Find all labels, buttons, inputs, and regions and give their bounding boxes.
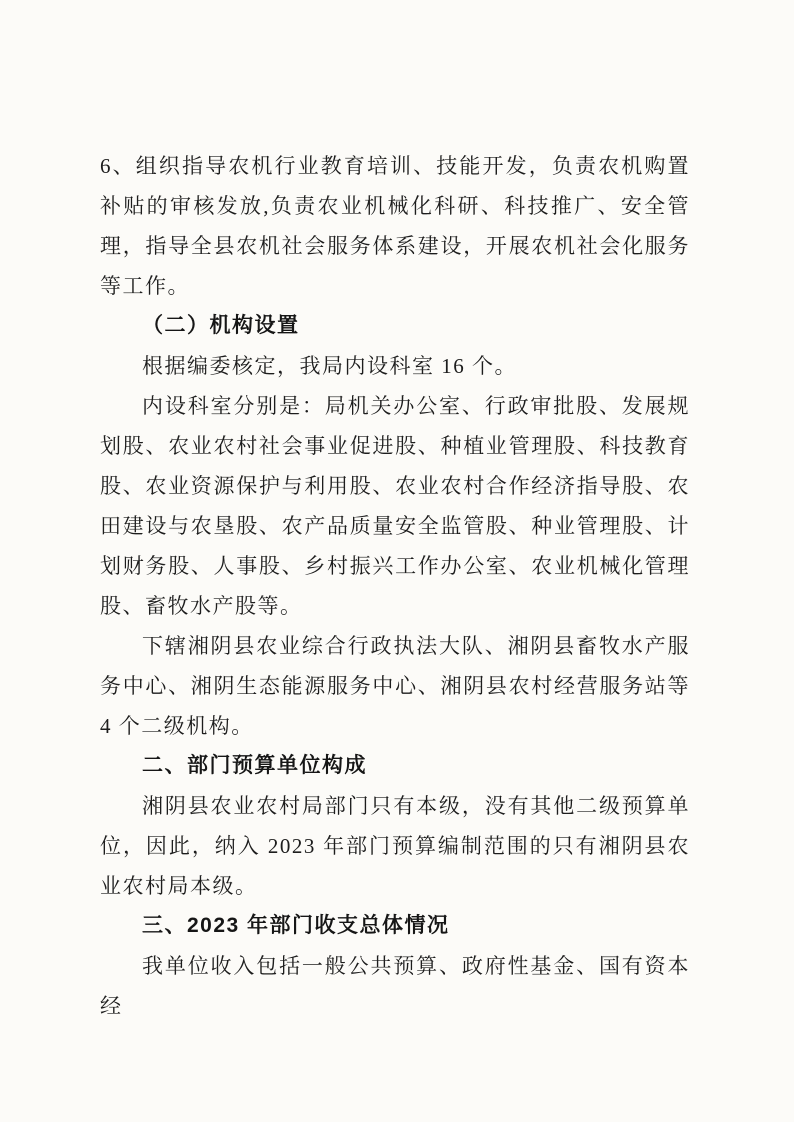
paragraph-subordinate-units: 下辖湘阴县农业综合行政执法大队、湘阴县畜牧水产服务中心、湘阴生态能源服务中心、湘阴县农村经营服务站等 4 个二级机构。 — [100, 634, 690, 738]
paragraph-budget-scope: 湘阴县农业农村局部门只有本级，没有其他二级预算单位，因此，纳入 2023 年部门预算编制范围的只有湘阴县农业农村局本级。 — [100, 794, 690, 898]
document-body — [100, 146, 690, 1026]
paragraph-internal-offices-count: 根据编委核定，我局内设科室 16 个。 — [142, 354, 517, 378]
section-heading-budget-unit-composition: 二、部门预算单位构成 — [142, 754, 367, 777]
paragraph-item-6-farm-machinery: 6、组织指导农机行业教育培训、技能开发，负责农机购置补贴的审核发放,负责农业机械化科研、科技推广、安全管理，指导全县农机社会服务体系建设，开展农机社会化服务等工作。 — [100, 154, 690, 298]
paragraph-income-sources: 我单位收入包括一般公共预算、政府性基金、国有资本经 — [100, 954, 690, 1018]
section-heading-2023-revenue-expenditure: 三、2023 年部门收支总体情况 — [142, 914, 450, 937]
section-heading-organization-setup: （二）机构设置 — [142, 314, 300, 337]
paragraph-internal-offices-list: 内设科室分别是：局机关办公室、行政审批股、发展规划股、农业农村社会事业促进股、种植业管理股、科技教育股、农业资源保护与利用股、农业农村合作经济指导股、农田建设与农垦股、农产品质量安全监管股、种业管理股、计划财务股、人事股、乡村振兴工作办公室、农业机械化管理股、畜牧水产股等。 — [100, 394, 690, 618]
